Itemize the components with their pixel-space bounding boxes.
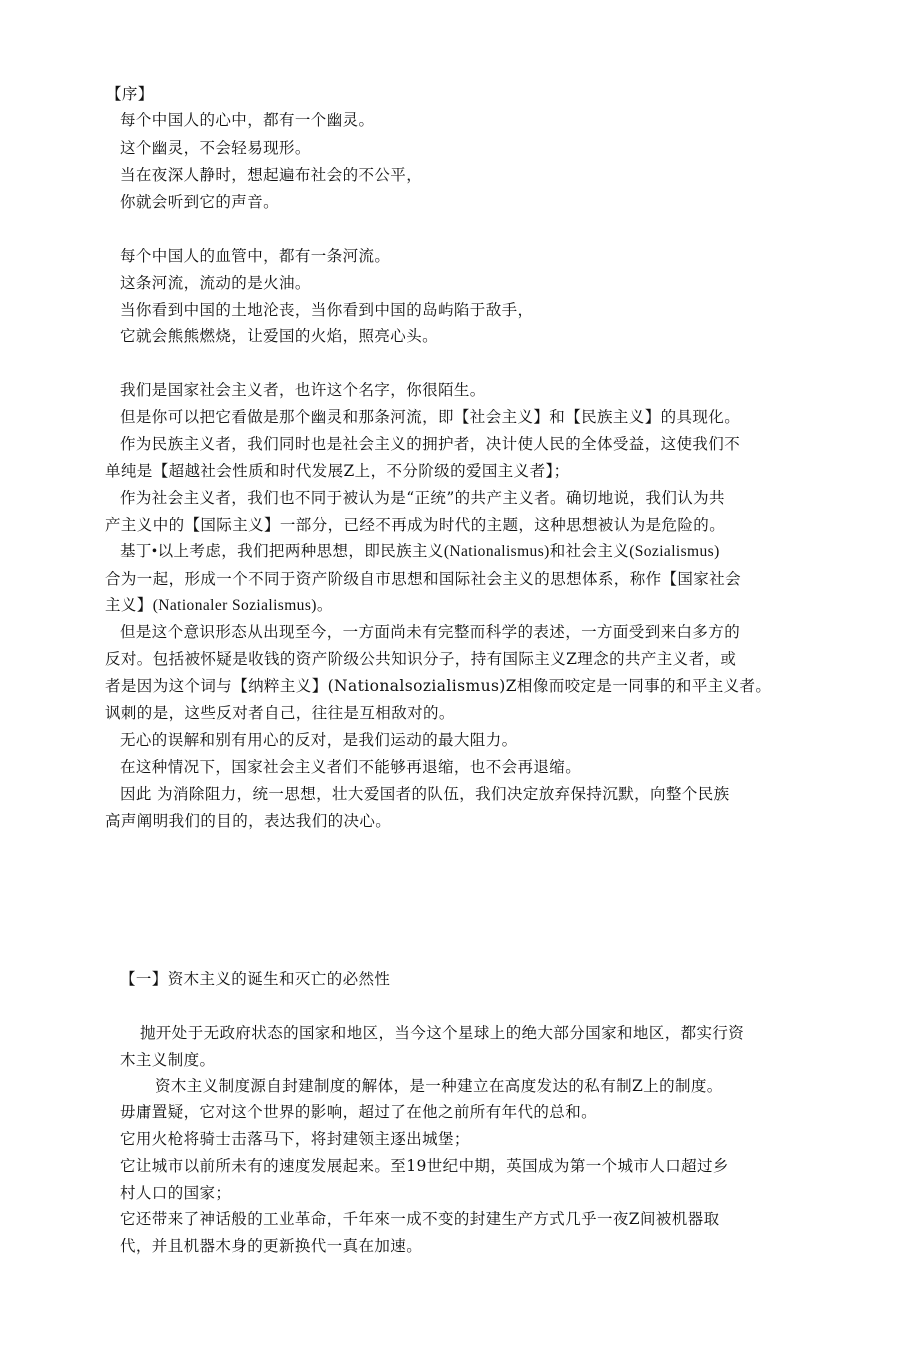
poem-line: 它就会熊熊燃烧，让爱国的火焰，照亮心头。 [120, 327, 439, 345]
body-line: 讽刺的是，这些反对者自己，往往是互相敌对的。 [105, 704, 455, 722]
body-line: 主义】(Nationaler Sozialismus)。 [105, 597, 333, 614]
body-line: 反对。包括被怀疑是收钱的资产阶级公共知识分子，持有国际主义Z理念的共产主义者，或 [105, 650, 737, 668]
body-line: 它用火枪将骑士击落马下，将封建领主逐出城堡； [120, 1130, 470, 1148]
body-line: 作为社会主义者，我们也不同于被认为是“正统”的共产主义者。确切地说，我们认为共 [120, 489, 725, 507]
poem-line: 你就会听到它的声音。 [120, 193, 280, 211]
body-line: 无心的误解和别有用心的反对，是我们运动的最大阻力。 [120, 731, 518, 749]
body-line: 产主义中的【国际主义】一部分，已经不再成为时代的主题，这种思想被认为是危险的。 [105, 516, 726, 534]
body-line: 村人口的国家； [120, 1184, 232, 1202]
poem-line: 这条河流，流动的是火油。 [120, 274, 311, 292]
chapter-heading: 【一】资木主义的诞生和灭亡的必然性 [120, 970, 391, 988]
body-line: 资木主义制度源自封建制度的解体，是一种建立在高度发达的私有制Z上的制度。 [155, 1077, 723, 1095]
body-line: 在这种情况下，国家社会主义者们不能够再退缩，也不会再退缩。 [120, 758, 582, 776]
body-line: 高声阐明我们的目的，表达我们的决心。 [105, 812, 392, 830]
body-line: 抛开处于无政府状态的国家和地区，当今这个星球上的绝大部分国家和地区，都实行资 [140, 1024, 745, 1042]
poem-line: 当在夜深人静时，想起遍布社会的不公平， [120, 166, 423, 184]
body-line: 但是你可以把它看做是那个幽灵和那条河流，即【社会主义】和【民族主义】的具现化。 [120, 408, 741, 426]
poem-line: 这个幽灵，不会轻易现形。 [120, 139, 311, 157]
body-line: 毋庸置疑，它对这个世界的影响，超过了在他之前所有年代的总和。 [120, 1103, 598, 1121]
body-line: 基丁•以上考虑，我们把两种思想，即民族主义(Nationalismus)和社会主义(Sozialismus) [120, 543, 720, 560]
body-line: 者是因为这个词与【纳粹主义】(Nationalsozialismus)Z相像而咬定是一同事的和平主义者。 [105, 677, 772, 695]
poem-line: 每个中国人的心中，都有一个幽灵。 [120, 111, 375, 129]
body-line: 代，并且机器木身的更新换代一真在加速。 [120, 1237, 423, 1255]
preface-heading: 【序】 [106, 85, 154, 103]
body-line: 合为一起，形成一个不同于资产阶级自市思想和国际社会主义的思想体系，称作【国家社会 [105, 570, 742, 588]
body-line: 但是这个意识形态从出现至今，一方面尚未有完整而科学的表述，一方面受到来白多方的 [120, 623, 741, 641]
body-line: 作为民族主义者，我们同时也是社会主义的拥护者，决计使人民的全体受益，这使我们不 [120, 435, 741, 453]
body-line: 因此 为消除阻力，统一思想，壮大爱国者的队伍，我们决定放弃保持沉默，向整个民族 [120, 785, 730, 803]
body-line: 我们是国家社会主义者，也许这个名字，你很陌生。 [120, 381, 486, 399]
body-line: 它还带来了神话般的工业革命，千年來一成不变的封建生产方式几乎一夜Z间被机器取 [120, 1210, 720, 1228]
poem-line: 当你看到中国的土地沦丧，当你看到中国的岛屿陷于敌手， [120, 301, 534, 319]
poem-line: 每个中国人的血管中，都有一条河流。 [120, 247, 391, 265]
body-line: 单纯是【超越社会性质和时代发展Z上，不分阶级的爱国主义者】； [105, 462, 570, 480]
body-line: 木主义制度。 [120, 1051, 216, 1069]
body-line: 它让城市以前所未有的速度发展起来。至19世纪中期，英国成为第一个城市人口超过乡 [120, 1157, 729, 1175]
